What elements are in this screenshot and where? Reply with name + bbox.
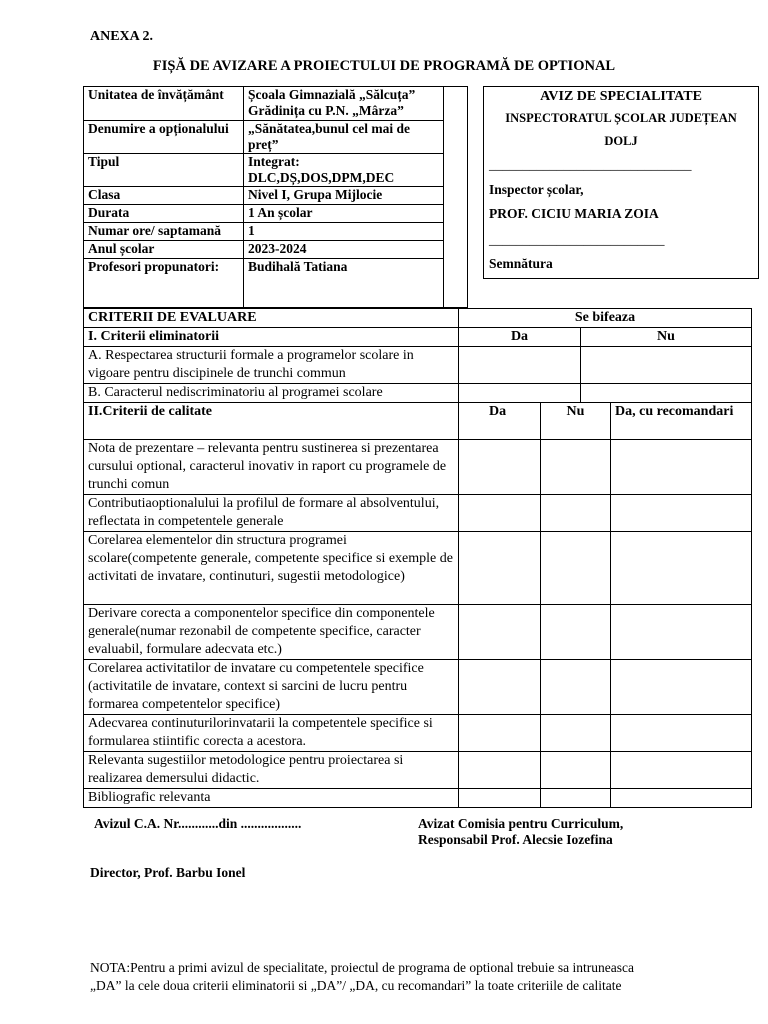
criteria-header-check: Se bifeaza (459, 309, 752, 328)
section2-col-da: Da (459, 403, 541, 440)
quality-4-nu-cell[interactable] (541, 605, 611, 660)
quality-3-da-cell[interactable] (459, 532, 541, 605)
quality-2-da-cell[interactable] (459, 495, 541, 532)
quality-criterion-6: Adecvarea continuturilorinvatarii la competentele specifice si formularea stiintific corecta a acestora. (84, 715, 459, 752)
quality-2-rec-cell[interactable] (611, 495, 752, 532)
inspector-name: PROF. CICIU MARIA ZOIA (489, 206, 659, 221)
info-label-an: Anul școlar (84, 241, 244, 259)
program-info-table (83, 86, 468, 308)
section1-item-a-nu-cell[interactable] (581, 347, 752, 384)
section1-item-b: B. Caracterul nediscriminatoriu al programei scolare (84, 384, 459, 403)
section1-item-a: A. Respectarea structurii formale a programelor scolare in vigoare pentru discipinele de trunchi commun (84, 347, 459, 384)
info-value-clasa: Nivel I, Grupa Mijlocie (244, 187, 444, 205)
quality-5-da-cell[interactable] (459, 660, 541, 715)
page-title: FIȘĂ DE AVIZARE A PROIECTULUI DE PROGRAMĂ DE OPTIONAL (152, 58, 616, 74)
info-value-tipul: Integrat: DLC,DȘ,DOS,DPM,DEC (244, 154, 444, 187)
info-filler-column (444, 87, 468, 308)
quality-1-da-cell[interactable] (459, 440, 541, 495)
quality-6-da-cell[interactable] (459, 715, 541, 752)
quality-8-rec-cell[interactable] (611, 789, 752, 808)
aviz-institution-line1: INSPECTORATUL ȘCOLAR JUDEȚEAN (505, 111, 737, 125)
comisie-line-2: Responsabil Prof. Alecsie Iozefina (418, 832, 613, 847)
evaluation-criteria-table (83, 308, 752, 808)
info-value-profesori: Budihală Tatiana (244, 259, 444, 308)
quality-4-rec-cell[interactable] (611, 605, 752, 660)
info-value-denumire: „Sănătatea,bunul cel mai de preț” (244, 121, 444, 154)
info-value-an: 2023-2024 (244, 241, 444, 259)
quality-8-nu-cell[interactable] (541, 789, 611, 808)
quality-4-da-cell[interactable] (459, 605, 541, 660)
aviz-line-1: ______________________________ (489, 157, 692, 172)
info-label-denumire: Denumire a opționalului (84, 121, 244, 154)
quality-7-da-cell[interactable] (459, 752, 541, 789)
director-line: Director, Prof. Barbu Ionel (90, 865, 246, 880)
quality-criterion-1: Nota de prezentare – relevanta pentru sustinerea si prezentarea cursului optional, caracterul inovativ in raport cu programele de trunchi comun (84, 440, 459, 495)
inspector-role: Inspector școlar, (489, 182, 584, 197)
section1-col-da: Da (459, 328, 581, 347)
section2-col-nu: Nu (541, 403, 611, 440)
info-label-ore: Numar ore/ saptamană (84, 223, 244, 241)
quality-criterion-3: Corelarea elementelor din structura programei scolare(competente generale, competente specifice si exemple de activitati de invatare, continuturi, sugestii metodologice) (84, 532, 459, 605)
nota-line-1: NOTA:Pentru a primi avizul de specialitate, proiectul de programa de optional trebuie sa intruneasca (90, 960, 634, 975)
section1-item-b-nu-cell[interactable] (581, 384, 752, 403)
quality-criterion-8: Bibliografic relevanta (84, 789, 459, 808)
quality-5-nu-cell[interactable] (541, 660, 611, 715)
quality-7-rec-cell[interactable] (611, 752, 752, 789)
quality-3-rec-cell[interactable] (611, 532, 752, 605)
section2-title: II.Criterii de calitate (84, 403, 459, 440)
info-label-tipul: Tipul (84, 154, 244, 187)
info-label-durata: Durata (84, 205, 244, 223)
info-label-profesori: Profesori propunatori: (84, 259, 244, 308)
info-label-unitate: Unitatea de învățământ (84, 87, 244, 121)
info-label-clasa: Clasa (84, 187, 244, 205)
quality-1-nu-cell[interactable] (541, 440, 611, 495)
quality-7-nu-cell[interactable] (541, 752, 611, 789)
quality-2-nu-cell[interactable] (541, 495, 611, 532)
section1-item-a-da-cell[interactable] (459, 347, 581, 384)
aviz-institution-line2: DOLJ (604, 134, 638, 148)
section1-title: I. Criterii eliminatorii (84, 328, 459, 347)
nota-line-2: „DA” la cele doua criterii eliminatorii si „DA”/ „DA, cu recomandari” la toate criteriile de calitate (90, 978, 622, 993)
aviz-ca-line: Avizul C.A. Nr............din .................. (94, 816, 302, 831)
info-value-unitate: Școala Gimnazială „Sălcuța” Grădinița cu P.N. „Mârza” (244, 87, 444, 121)
quality-1-rec-cell[interactable] (611, 440, 752, 495)
criteria-header-label: CRITERII DE EVALUARE (84, 309, 459, 328)
comisie-line-1: Avizat Comisia pentru Curriculum, (418, 816, 624, 831)
quality-6-nu-cell[interactable] (541, 715, 611, 752)
aviz-line-2: __________________________ (489, 232, 665, 247)
aviz-title: AVIZ DE SPECIALITATE (540, 89, 702, 104)
quality-criterion-7: Relevanta sugestiilor metodologice pentru proiectarea si realizarea demersului didactic. (84, 752, 459, 789)
section1-item-b-da-cell[interactable] (459, 384, 581, 403)
info-value-ore: 1 (244, 223, 444, 241)
section1-col-nu: Nu (581, 328, 752, 347)
quality-criterion-2: Contributiaoptionalului la profilul de formare al absolventului, reflectata in competentele generale (84, 495, 459, 532)
quality-criterion-5: Corelarea activitatilor de invatare cu competentele specifice (activitatile de invatare, context si sarcini de lucru pentru formarea competentelor specifice) (84, 660, 459, 715)
quality-criterion-4: Derivare corecta a componentelor specifice din componentele generale(numar rezonabil de competente specifice, caracter evaluabil, formulare adecvata etc.) (84, 605, 459, 660)
aviz-specialitate-box (483, 86, 759, 279)
quality-3-nu-cell[interactable] (541, 532, 611, 605)
section2-col-recomandari: Da, cu recomandari (611, 403, 752, 440)
quality-5-rec-cell[interactable] (611, 660, 752, 715)
quality-8-da-cell[interactable] (459, 789, 541, 808)
info-value-durata: 1 An școlar (244, 205, 444, 223)
signature-label: Semnătura (489, 256, 553, 271)
annex-label: ANEXA 2. (90, 29, 154, 44)
quality-6-rec-cell[interactable] (611, 715, 752, 752)
